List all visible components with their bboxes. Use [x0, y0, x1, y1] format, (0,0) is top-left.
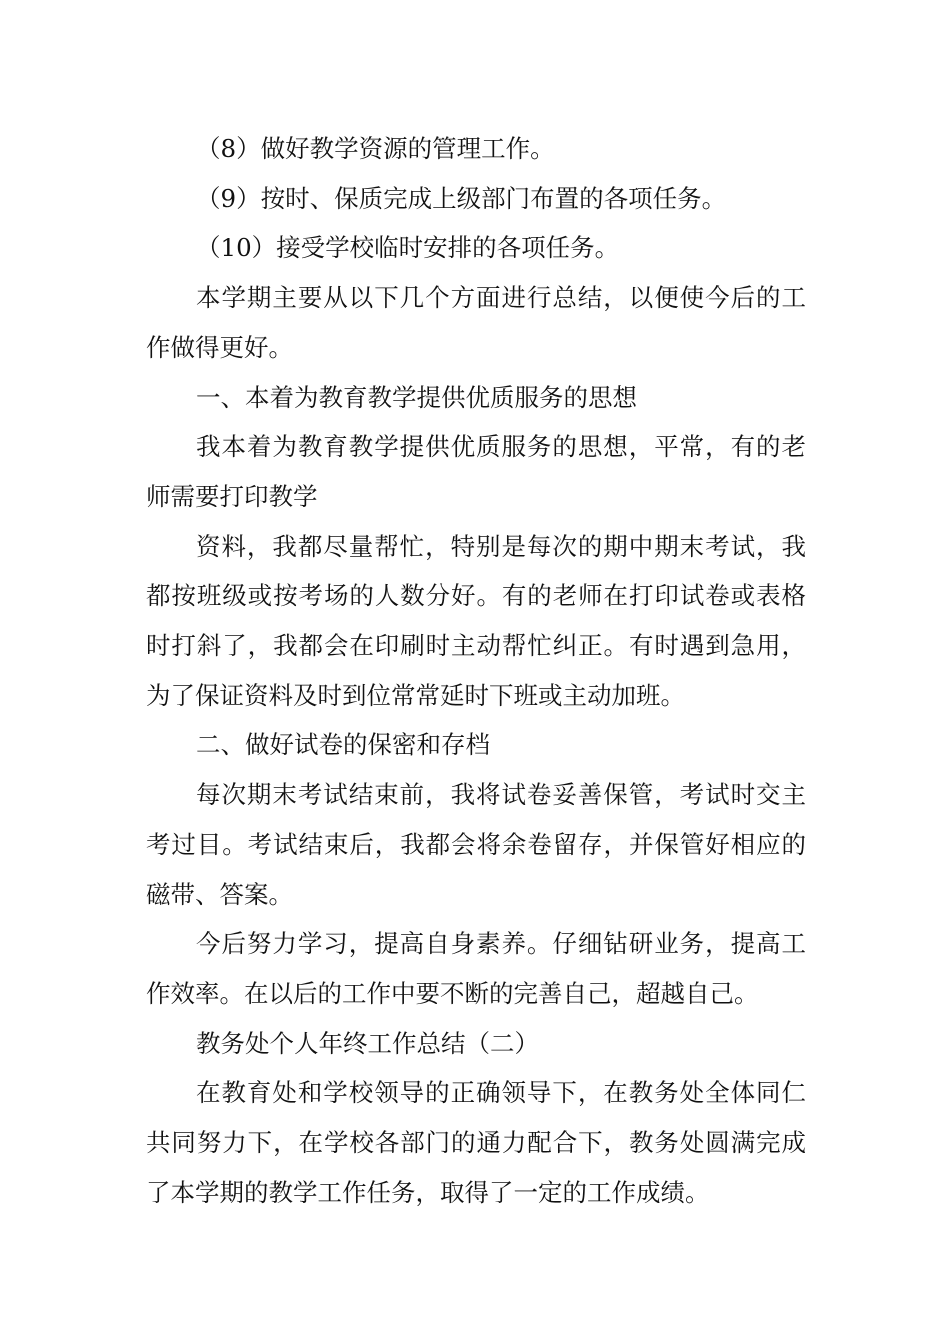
section-heading-2: 二、做好试卷的保密和存档	[196, 730, 490, 760]
paragraph-item-9: （9）按时、保质完成上级部门布置的各项任务。	[196, 183, 727, 213]
section-heading-1: 一、本着为教育教学提供优质服务的思想	[196, 382, 637, 412]
paragraph-exam-storage: 每次期末考试结束前，我将试卷妥善保管，考试时交主考过目。考试结束后，我都会将余卷留存，并保管好相应的磁带、答案。	[146, 780, 806, 909]
paragraph-item-10: （10）接受学校临时安排的各项任务。	[196, 233, 620, 263]
paragraph-closing: 在教育处和学校领导的正确领导下，在教务处全体同仁共同努力下，在学校各部门的通力配合下，教务处圆满完成了本学期的教学工作任务，取得了一定的工作成绩。	[146, 1078, 806, 1207]
paragraph-future-goals: 今后努力学习，提高自身素养。仔细钻研业务，提高工作效率。在以后的工作中要不断的完善自己，超越自己。	[146, 929, 806, 1008]
paragraph-service-1: 我本着为教育教学提供优质服务的思想，平常，有的老师需要打印教学	[146, 432, 806, 511]
paragraph-summary-intro: 本学期主要从以下几个方面进行总结，以便使今后的工作做得更好。	[146, 283, 806, 362]
document-subtitle: 教务处个人年终工作总结（二）	[196, 1028, 539, 1058]
document-body	[146, 124, 806, 1217]
paragraph-service-2: 资料，我都尽量帮忙，特别是每次的期中期末考试，我都按班级或按考场的人数分好。有的老师在打印试卷或表格时打斜了，我都会在印刷时主动帮忙纠正。有时遇到急用，为了保证资料及时到位常常延时下班或主动加班。	[146, 531, 806, 710]
paragraph-item-8: （8）做好教学资源的管理工作。	[196, 134, 555, 163]
